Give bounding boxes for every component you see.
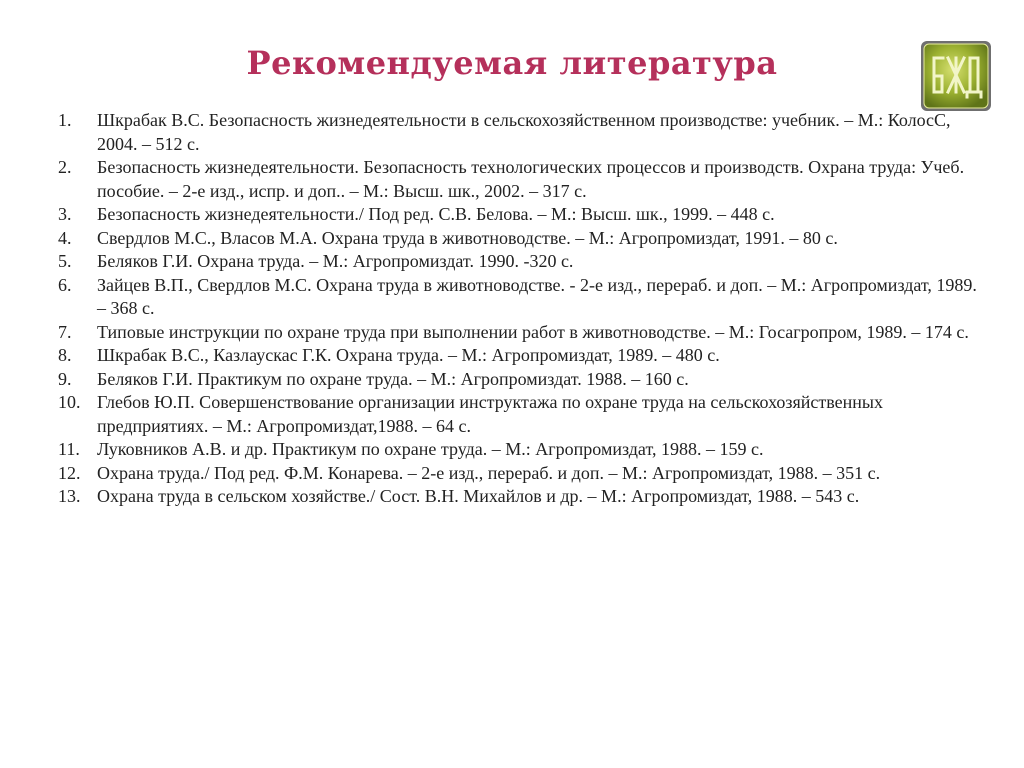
list-item [58,485,978,509]
list-item-number: 2. [58,157,72,177]
list-item [58,203,978,227]
list-item [58,227,978,251]
list-item-text: Безопасность жизнедеятельности./ Под ред. С.В. Белова. – М.: Высш. шк., 1999. – 448 с. [97,204,775,224]
list-item-text: Шкрабак В.С., Казлаускас Г.К. Охрана труда. – М.: Агропромиздат, 1989. – 480 с. [97,345,720,365]
list-item-text: Охрана труда в сельском хозяйстве./ Сост. В.Н. Михайлов и др. – М.: Агропромиздат, 1988. – 543 с. [97,486,860,506]
list-item-number: 10. [58,392,81,412]
list-item [58,156,978,203]
list-item-number: 9. [58,368,72,389]
list-item [58,250,978,274]
list-item-text: Безопасность жизнедеятельности. Безопасность технологических процессов и производств. Охрана труда: Учеб. пособие. – 2-е изд., испр. и доп.. – М.: Высш. шк., 2002. – 317 с. [97,157,965,201]
bzhd-logo-icon [920,40,992,112]
list-item-text: Беляков Г.И. Практикум по охране труда. – М.: Агропромиздат. 1988. – 160 с. [97,368,689,389]
list-item-number: 5. [58,251,72,271]
list-item [58,344,978,368]
list-item [58,274,978,321]
list-item-number: 1. [58,110,72,130]
list-item [58,462,978,486]
list-item-text: Типовые инструкции по охране труда при выполнении работ в животноводстве. – М.: Госагропром, 1989. – 174 с. [97,321,969,342]
list-item-text: Охрана труда./ Под ред. Ф.М. Конарева. – 2-е изд., перераб. и доп. – М.: Агропромиздат, 1988. – 351 с. [97,462,881,483]
list-item-text: Беляков Г.И. Охрана труда. – М.: Агропромиздат. 1990. -320 с. [97,251,574,271]
reference-list [58,109,978,509]
list-item [58,368,978,392]
list-item-number: 13. [58,486,81,506]
list-item-number: 4. [58,227,72,248]
logo-text: БЖД [956,111,959,112]
list-item [58,109,978,156]
list-item [58,438,978,462]
list-item-number: 11. [58,439,80,459]
list-item-number: 6. [58,274,72,295]
slide-title: Рекомендуемая литература [246,44,778,82]
list-item-number: 3. [58,204,72,224]
list-item-text: Луковников А.В. и др. Практикум по охране труда. – М.: Агропромиздат, 1988. – 159 с. [97,439,764,459]
list-item-number: 8. [58,345,72,365]
list-item [58,321,978,345]
list-item-number: 12. [58,462,81,483]
list-item-text: Глебов Ю.П. Совершенствование организации инструктажа по охране труда на сельскохозяйственных предприятиях. – М.: Агропромиздат,1988. – 64 с. [97,392,884,436]
list-item-number: 7. [58,321,72,342]
list-item [58,391,978,438]
list-item-text: Зайцев В.П., Свердлов М.С. Охрана труда в животноводстве. - 2-е изд., перераб. и доп. – М.: Агропромиздат, 1989. – 368 с. [97,274,977,318]
list-item-text: Шкрабак В.С. Безопасность жизнедеятельности в сельскохозяйственном производстве: учебник. – М.: КолосС, 2004. – 512 с. [97,110,951,154]
list-item-text: Свердлов М.С., Власов М.А. Охрана труда в животноводстве. – М.: Агропромиздат, 1991. – 80 с. [97,227,838,248]
